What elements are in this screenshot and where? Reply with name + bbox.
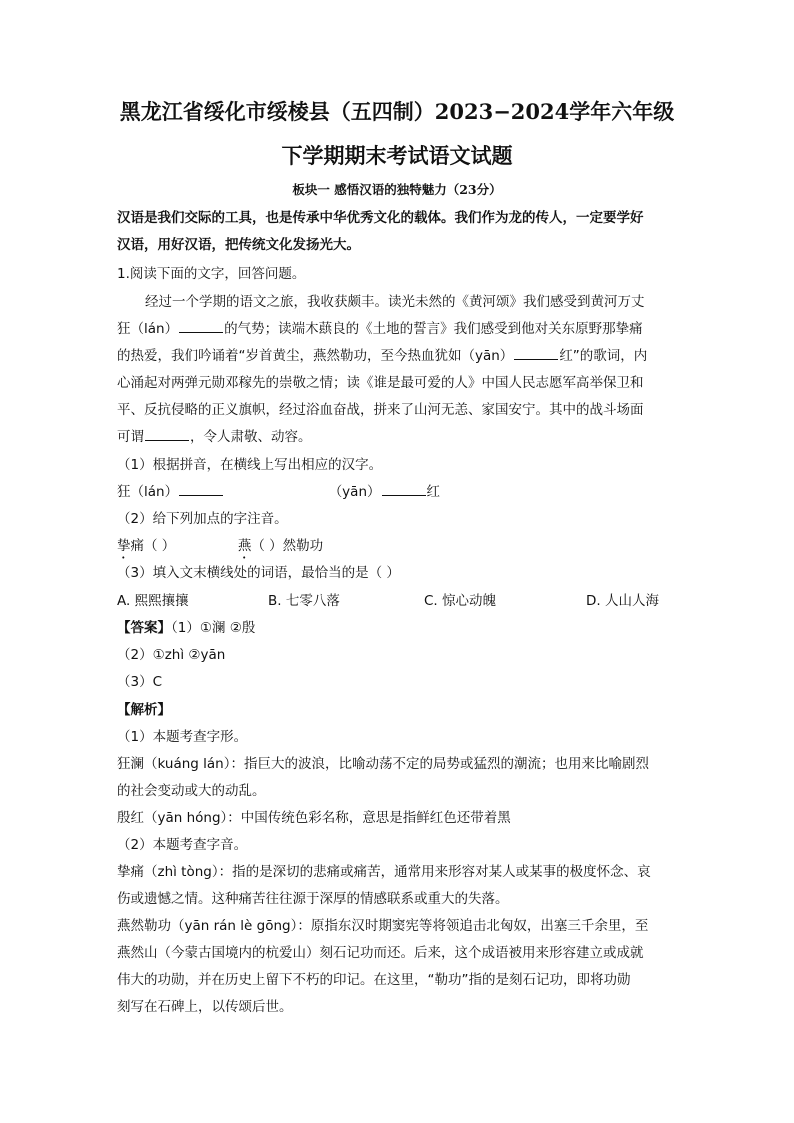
item-b-tail: 红 [426,484,441,500]
analysis-line: 殷红（yān hóng）：中国传统色彩名称，意思是指鲜红色还带着黑 [117,810,511,826]
question-1-stem: 1.阅读下面的文字，回答问题。 [117,266,306,282]
analysis-tag: 【解析】 [117,702,171,718]
sub-question-2-label: （2）给下列加点的字注音。 [117,511,288,527]
passage-line-3 [117,344,647,364]
passage-line-4: 心涌起对两弹元勋邓稼先的崇敬之情；读《谁是最可爱的人》中国人民志愿军高举保卫和 [117,375,644,391]
passage-text: 红”的歌词，内 [559,348,648,364]
analysis-line: （1）本题考查字形。 [117,729,248,745]
analysis-line: 伤或遗憾之情。这种痛苦往往源于深厚的情感联系或重大的失落。 [117,891,509,907]
item-b: （ ）然勒功 [251,538,324,554]
analysis-line: 伟大的功勋，并在历史上留下不朽的印记。在这里，“勒功”指的是刻石记功，即将功勋 [117,972,631,988]
item-a: 狂（lán） [117,484,179,500]
option-d: D. 人山人海 [586,593,659,609]
passage-text: 可谓 [117,429,144,445]
fill-blank [514,347,558,360]
passage-line-2 [117,317,643,337]
analysis-line: 刻写在石碑上，以传颂后世。 [117,999,293,1015]
answer-line-3: （3）C [117,674,163,690]
analysis-line: 燕然勒功（yān rán lè gōng）：原指东汉时期窦宪等将领追击北匈奴，出塞三千余里，至 [117,918,649,934]
analysis-line: 的社会变动或大的动乱。 [117,783,266,799]
item-a: 痛（ ） [130,538,176,554]
fill-blank [382,483,426,496]
sub-question-2-items [117,534,323,562]
passage-text: 的热爱，我们吟诵着“岁首黄尘，燕然勒功，至今热血犹如（yān） [117,348,514,364]
dotted-char: 燕 [237,538,252,554]
passage-text: 的气势；读端木蕻良的《土地的誓言》我们感受到他对关东原野那挚痛 [224,321,643,337]
analysis-line: 挚痛（zhì tòng）：指的是深切的悲痛或痛苦，通常用来形容对某人或某事的极度怀念、哀 [117,864,651,880]
analysis-line: 狂澜（kuáng lán）：指巨大的波浪，比喻动荡不定的局势或猛烈的潮流；也用来比喻剧烈 [117,756,649,772]
passage-text: 狂（lán） [117,321,179,337]
intro-line-2: 汉语，用好汉语，把传统文化发扬光大。 [117,237,360,253]
analysis-line: 燕然山（今蒙古国境内的杭爱山）刻石记功而还。后来，这个成语被用来形容建立或成就 [117,945,644,961]
section-heading: 板块一 感悟汉语的独特魅力（23分） [292,182,502,197]
sub-question-1-label: （1）根据拼音，在横线上写出相应的汉字。 [117,457,383,473]
passage-line-5: 平、反抗侵略的正义旗帜，经过浴血奋战，拼来了山河无恙、家国安宁。其中的战斗场面 [117,402,644,418]
passage-text: ，令人肃敬、动容。 [190,429,312,445]
fill-blank [145,428,189,441]
title-line-1: 黑龙江省绥化市绥棱县（五四制）2023−2024学年六年级 [119,99,675,124]
answer-tag: 【答案】 [117,620,171,636]
answer-line-2: （2）①zhì ②yān [117,647,226,663]
option-b: B. 七零八落 [268,593,340,609]
item-b: （yān） [328,484,381,500]
analysis-line: （2）本题考查字音。 [117,837,248,853]
title-line-2: 下学期期末考试语文试题 [281,143,513,168]
passage-line-1: 经过一个学期的语文之旅，我收获颇丰。读光未然的《黄河颂》我们感受到黄河万丈 [145,294,645,310]
option-a: A. 熙熙攘攘 [117,593,189,609]
sub-question-3-label: （3）填入文末横线处的词语，最恰当的是（ ） [117,565,400,581]
passage-line-6 [117,425,312,445]
fill-blank [179,483,223,496]
dotted-char: 挚 [117,538,131,554]
fill-blank [179,320,223,333]
option-c: C. 惊心动魄 [424,593,497,609]
sub-question-1-items [117,480,440,500]
intro-line-1: 汉语是我们交际的工具，也是传承中华优秀文化的载体。我们作为龙的传人，一定要学好 [117,210,644,226]
answer-line-1 [117,616,255,636]
answer-1: （1）①澜 ②殷 [171,620,256,636]
